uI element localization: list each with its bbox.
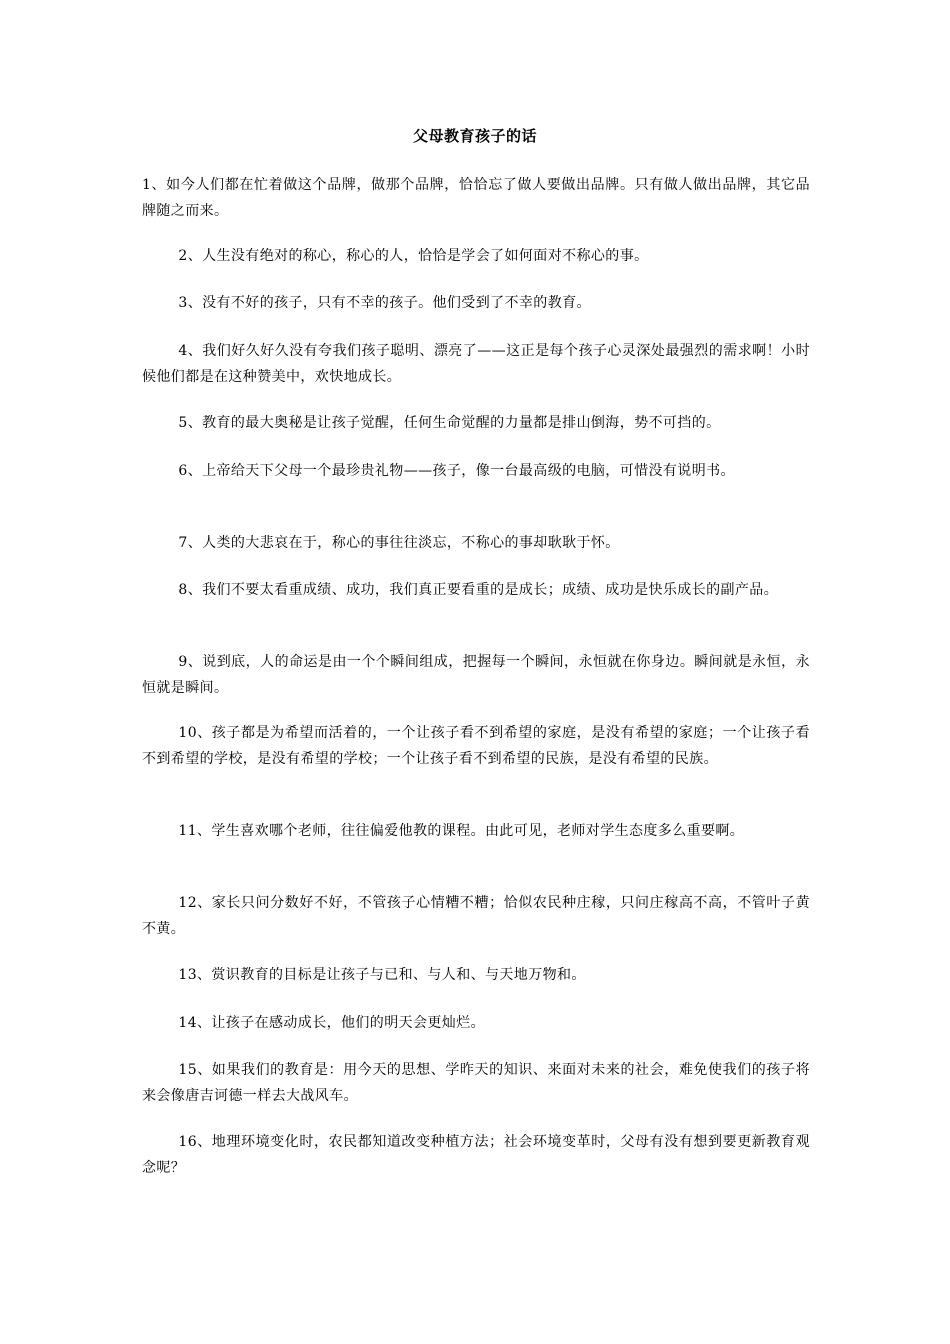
paragraph-2: 2、人生没有绝对的称心，称心的人，恰恰是学会了如何面对不称心的事。 <box>178 248 649 264</box>
paragraph-1: 1、如今人们都在忙着做这个品牌，做那个品牌，恰恰忘了做人要做出品牌。只有做人做出品牌，其它品牌随之而来。 <box>142 177 810 219</box>
paragraph-11: 11、学生喜欢哪个老师，往往偏爱他教的课程。由此可见，老师对学生态度多么重要啊。 <box>178 823 745 839</box>
paragraph-16: 16、地理环境变化时，农民都知道改变种植方法；社会环境变革时，父母有没有想到要更新教育观念呢？ <box>142 1134 810 1176</box>
paragraph-14: 14、让孩子在感动成长，他们的明天会更灿烂。 <box>178 1015 486 1031</box>
paragraph-3: 3、没有不好的孩子，只有不幸的孩子。他们受到了不幸的教育。 <box>178 295 591 311</box>
paragraph-6: 6、上帝给天下父母一个最珍贵礼物——孩子，像一台最高级的电脑，可惜没有说明书。 <box>178 463 735 479</box>
document-title: 父母教育孩子的话 <box>412 127 537 145</box>
paragraph-9: 9、说到底，人的命运是由一个个瞬间组成，把握每一个瞬间，永恒就在你身边。瞬间就是永恒，永恒就是瞬间。 <box>142 654 810 696</box>
paragraph-15: 15、如果我们的教育是：用今天的思想、学昨天的知识、来面对未来的社会，难免使我们的孩子将来会像唐吉诃德一样去大战风车。 <box>142 1062 810 1104</box>
paragraph-8: 8、我们不要太看重成绩、成功，我们真正要看重的是成长；成绩、成功是快乐成长的副产品。 <box>178 582 779 598</box>
paragraph-4: 4、我们好久好久没有夸我们孩子聪明、漂亮了——这正是每个孩子心灵深处最强烈的需求啊！小时候他们都是在这种赞美中，欢快地成长。 <box>142 343 810 385</box>
paragraph-12: 12、家长只问分数好不好，不管孩子心情糟不糟；恰似农民种庄稼，只问庄稼高不高，不管叶子黄不黄。 <box>142 895 810 937</box>
paragraph-13: 13、赏识教育的目标是让孩子与已和、与人和、与天地万物和。 <box>178 967 586 983</box>
paragraph-5: 5、教育的最大奥秘是让孩子觉醒，任何生命觉醒的力量都是排山倒海，势不可挡的。 <box>178 415 721 431</box>
paragraph-10: 10、孩子都是为希望而活着的，一个让孩子看不到希望的家庭，是没有希望的家庭；一个让孩子看不到希望的学校，是没有希望的学校；一个让孩子看不到希望的民族，是没有希望的民族。 <box>142 725 810 767</box>
paragraph-7: 7、人类的大悲哀在于，称心的事往往淡忘，不称心的事却耿耿于怀。 <box>178 535 620 551</box>
